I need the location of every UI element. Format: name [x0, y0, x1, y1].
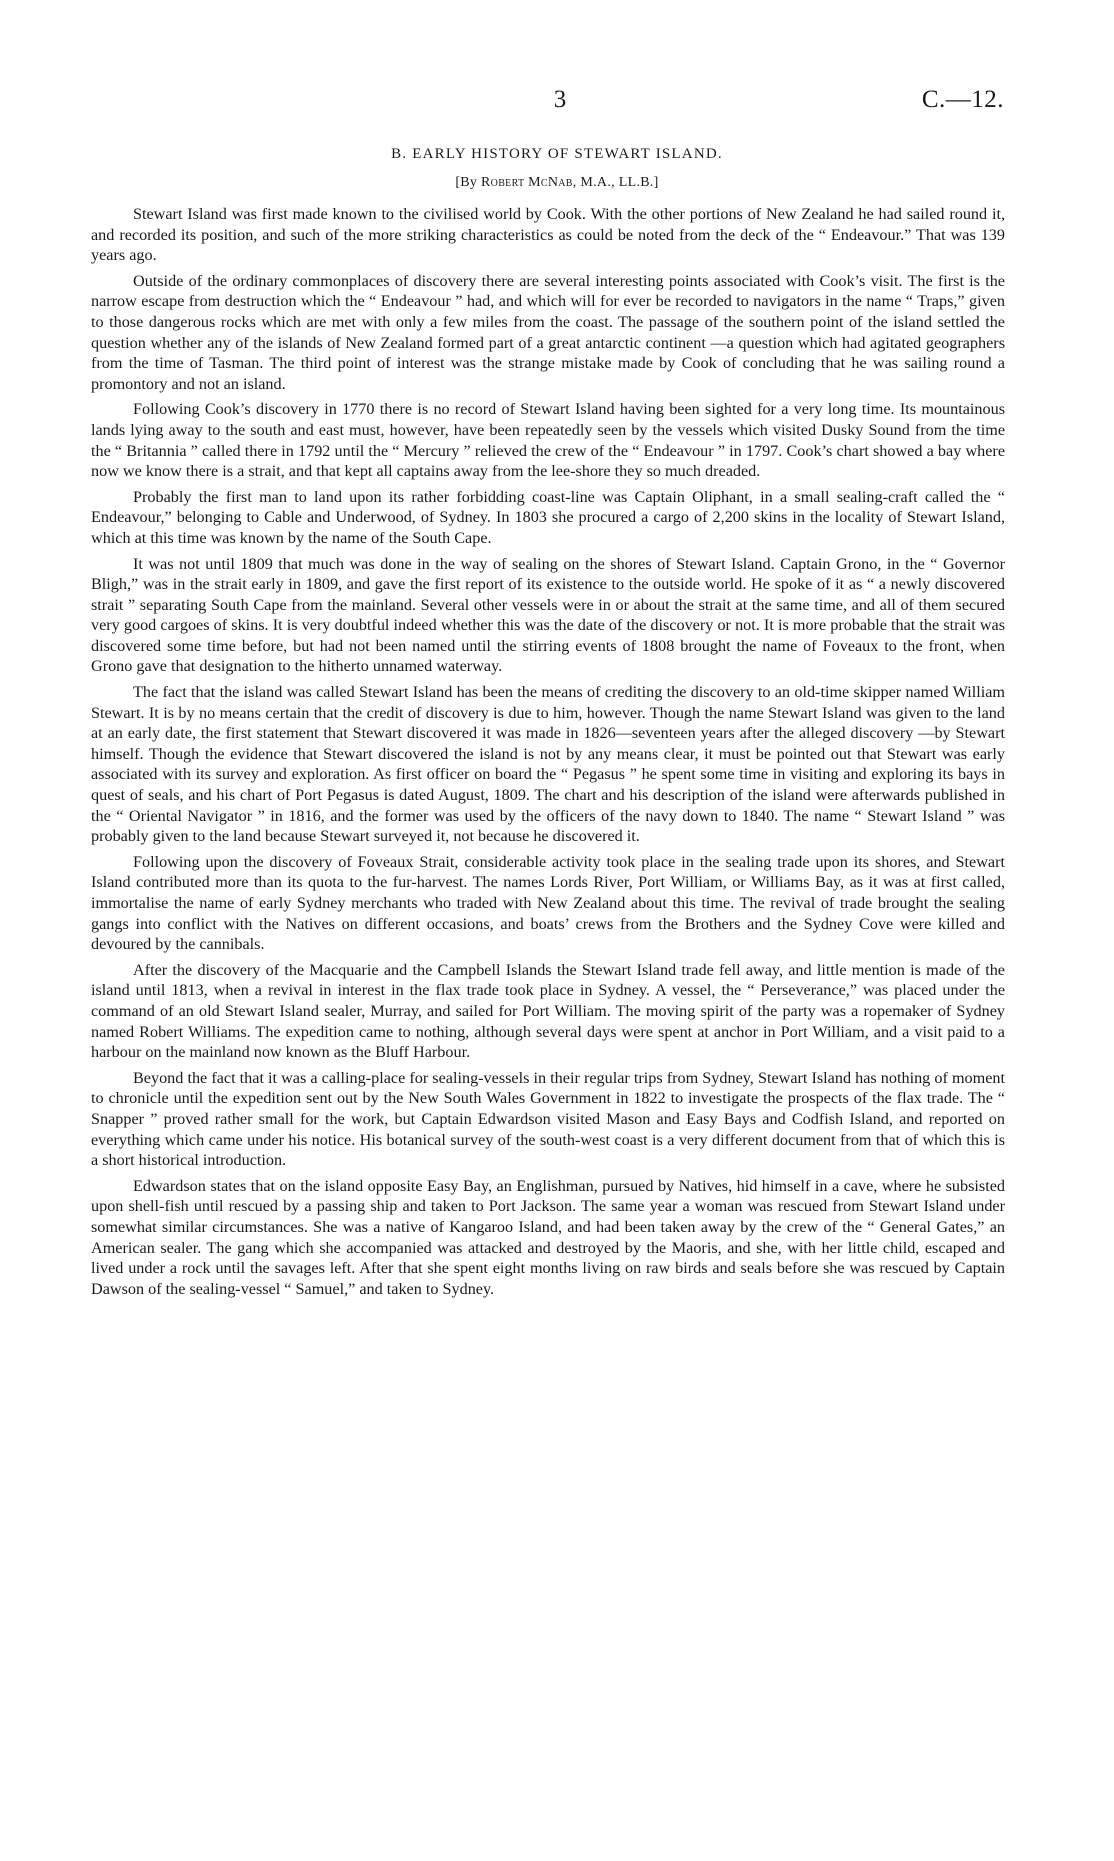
paragraph: Following Cook’s discovery in 1770 there is no record of Stewart Island having been sighted for a very long time. Its mountainous lands lying away to the south and east must, however, have been repeatedly seen by the vessels which visited Dusky Sound from the time the “ Britannia ” called there in 1792 until the “ Mercury ” relieved the crew of the “ Endeavour ” in 1797. Cook’s chart showed a bay where now we know there is a strait, and that kept all captains away from the lee-shore they so much dreaded. [91, 400, 1005, 481]
document-reference: C.—12. [921, 86, 1004, 113]
paragraph: Probably the first man to land upon its rather forbidding coast-line was Captain Oliphant, in a small sealing-craft called the “ Endeavour,” belonging to Cable and Underwood, of Sydney. In 1803 she procured a cargo of 2,200 skins in the locality of Stewart Island, which at this time was known by the name of the South Cape. [91, 487, 1005, 547]
byline [0, 175, 1114, 191]
author-name: Robert McNab [481, 175, 573, 190]
paragraph: Edwardson states that on the island opposite Easy Bay, an Englishman, pursued by Natives, hid himself in a cave, where he subsisted upon shell-fish until rescued by a passing ship and taken to Port Jackson. The same year a woman was rescued from Stewart Island under somewhat similar circumstances. She was a native of Kangaroo Island, and had been taken away by the crew of the “ General Gates,” an American sealer. The gang which she accompanied was attacked and destroyed by the Maoris, and she, with her little child, escaped and lived under a rock until the savages left. After that she spent eight months living on raw birds and seals before she was rescued by Captain Dawson of the sealing-vessel “ Samuel,” and taken to Sydney. [91, 1176, 1005, 1298]
article-body [91, 204, 1005, 1304]
section-title: B. EARLY HISTORY OF STEWART ISLAND. [391, 146, 723, 162]
paragraph: After the discovery of the Macquarie and the Campbell Islands the Stewart Island trade fell away, and little mention is made of the island until 1813, when a revival in interest in the flax trade took place in Sydney. A vessel, the “ Perseverance,” was placed under the command of an old Stewart Island sealer, Murray, and sailed for Port William. The moving spirit of the party was a ropemaker of Sydney named Robert Williams. The expedition came to nothing, although several days were spent at anchor in Port William, and a visit paid to a harbour on the mainland now known as the Bluff Harbour. [91, 960, 1005, 1062]
paragraph: Stewart Island was first made known to the civilised world by Cook. With the other portions of New Zealand he had sailed round it, and recorded its position, and such of the more striking characteristics as could be noted from the deck of the “ Endeavour.” That was 139 years ago. [91, 205, 1005, 265]
byline-suffix: , M.A., LL.B.] [572, 175, 659, 190]
paragraph: Beyond the fact that it was a calling-place for sealing-vessels in their regular trips from Sydney, Stewart Island has nothing of moment to chronicle until the expedition sent out by the New South Wales Government in 1822 to investigate the prospects of the flax trade. The “ Snapper ” proved rather small for the work, but Captain Edwardson visited Mason and Easy Bays and Codfish Island, and reported on everything which came under his notice. His botanical survey of the south-west coast is a very different document from that of which this is a short historical introduction. [91, 1068, 1005, 1170]
paragraph: Outside of the ordinary commonplaces of discovery there are several interesting points associated with Cook’s visit. The first is the narrow escape from destruction which the “ Endeavour ” had, and which will for ever be recorded to navigators in the name “ Traps,” given to those dangerous rocks which are met with only a few miles from the coast. The passage of the southern point of the island settled the question whether any of the islands of New Zealand formed part of a great antarctic continent —a question which had agitated geographers from the time of Tasman. The third point of interest was the strange mistake made by Cook of concluding that he was sailing round a promontory and not an island. [91, 271, 1005, 393]
byline-prefix: [By [455, 175, 482, 190]
paragraph: It was not until 1809 that much was done in the way of sealing on the shores of Stewart Island. Captain Grono, in the “ Governor Bligh,” was in the strait early in 1809, and gave the first report of its existence to the outside world. He spoke of it as “ a newly discovered strait ” separating South Cape from the mainland. Several other vessels were in or about the strait at the same time, and all of them secured very good cargoes of skins. It is very doubtful indeed whether this was the date of the discovery or not. It is more probable that the strait was discovered some time before, but had not been named until the stirring events of 1808 brought the name of Foveaux to the front, when Grono gave that designation to the hitherto unnamed waterway. [91, 554, 1005, 676]
paragraph: The fact that the island was called Stewart Island has been the means of crediting the discovery to an old-time skipper named William Stewart. It is by no means certain that the credit of discovery is due to him, however. Though the name Stewart Island was given to the land at an early date, the first statement that Stewart discovered it was made in 1826—seventeen years after the alleged discovery —by Stewart himself. Though the evidence that Stewart discovered the island is not by any means clear, it must be pointed out that Stewart was early associated with its survey and exploration. As first officer on board the “ Pegasus ” he spent some time in visiting and exploring its bays in quest of seals, and his chart of Port Pegasus is dated August, 1809. The chart and his description of the island were afterwards published in the “ Oriental Navigator ” in 1816, and the former was used by the officers of the navy down to 1840. The name “ Stewart Island ” was probably given to the land because Stewart surveyed it, not because he discovered it. [91, 683, 1005, 846]
page-number: 3 [553, 86, 567, 113]
paragraph: Following upon the discovery of Foveaux Strait, considerable activity took place in the sealing trade upon its shores, and Stewart Island contributed more than its quota to the fur-harvest. The names Lords River, Port William, or Williams Bay, as it was at first called, immortalise the name of early Sydney merchants who traded with New Zealand about this time. The revival of trade brought the sealing gangs into conflict with the Natives on different occasions, and boats’ crews from the Brothers and the Sydney Cove were killed and devoured by the cannibals. [91, 852, 1005, 954]
